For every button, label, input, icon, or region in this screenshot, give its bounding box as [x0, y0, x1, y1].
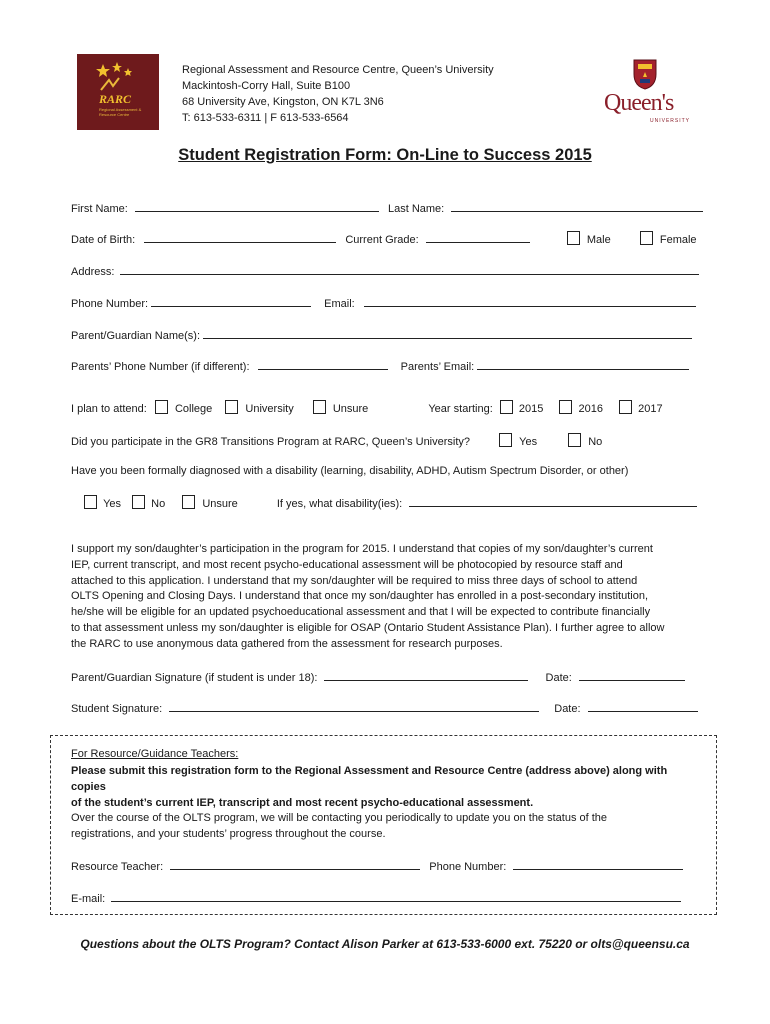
year-2017-label: 2017: [638, 403, 663, 415]
parents-phone-field[interactable]: [258, 358, 388, 370]
guardian-date-field[interactable]: [579, 669, 685, 681]
college-label: College: [174, 403, 213, 415]
disability-question: Have you been formally diagnosed with a disability (learning, disability, ADHD, Autism Spectrum Disorder, or other): [71, 465, 629, 477]
parents-email-label: Parents’ Email:: [400, 361, 475, 373]
note-line: Over the course of the OLTS program, we will be contacting you periodically to update you on the status of the: [71, 812, 608, 824]
resource-teacher-row: [71, 858, 683, 873]
queens-logo-text: Queen's: [604, 90, 674, 116]
unsure-checkbox[interactable]: [313, 400, 326, 414]
disability-no-checkbox[interactable]: [132, 495, 145, 509]
resource-teacher-field[interactable]: [170, 858, 420, 870]
teacher-email-row: [71, 890, 681, 905]
email-field[interactable]: [364, 295, 696, 307]
rarc-logo: [77, 54, 159, 130]
disability-unsure-label: Unsure: [202, 498, 238, 510]
student-date-label: Date:: [554, 703, 581, 715]
consent-line: the RARC to use anonymous data gathered from the assessment for research purposes.: [71, 637, 503, 650]
student-signature-row: [71, 700, 698, 715]
parents-email-field[interactable]: [477, 358, 689, 370]
guardian-row: [71, 327, 692, 342]
teacher-phone-label: Phone Number:: [429, 861, 507, 873]
gr8-yes-label: Yes: [519, 436, 538, 448]
guardian-signature-row: [71, 669, 685, 684]
last-name-label: Last Name:: [387, 203, 445, 215]
queens-logo: [602, 58, 692, 128]
disability-yes-label: Yes: [103, 498, 122, 510]
first-name-field[interactable]: [135, 200, 379, 212]
address-label: Address:: [71, 266, 115, 278]
dob-row: [71, 231, 697, 246]
plan-label: I plan to attend:: [71, 403, 147, 415]
note-line: registrations, and your students’ progress throughout the course.: [71, 827, 386, 840]
parents-phone-label: Parents’ Phone Number (if different):: [71, 361, 250, 373]
consent-line: attached to this application. I understand that my son/daughter will be required to miss three days of school to attend: [71, 574, 638, 587]
address-field[interactable]: [120, 263, 699, 275]
phone-row: [71, 295, 696, 310]
disability-which-label: If yes, what disability(ies):: [276, 498, 403, 510]
rarc-logo-subtext: Regional Assessment & Resource Centre: [99, 107, 142, 117]
student-signature-label: Student Signature:: [71, 703, 163, 715]
grade-field[interactable]: [426, 231, 530, 243]
plan-row: [71, 400, 663, 415]
gr8-row: [71, 433, 602, 448]
female-checkbox[interactable]: [640, 231, 653, 245]
male-checkbox[interactable]: [567, 231, 580, 245]
dob-label: Date of Birth:: [71, 234, 136, 246]
disability-yes-checkbox[interactable]: [84, 495, 97, 509]
year-label: Year starting:: [428, 403, 493, 415]
phone-label: Phone Number:: [71, 298, 149, 310]
consent-line: OLTS Opening and Closing Days. I understand that once my son/daughter has enrolled in a post-secondary institution,: [71, 590, 649, 603]
grade-label: Current Grade:: [345, 234, 419, 246]
university-label: University: [245, 403, 294, 415]
disability-no-label: No: [151, 498, 166, 510]
guardian-field[interactable]: [203, 327, 692, 339]
teacher-email-field[interactable]: [111, 890, 681, 902]
consent-paragraph: [71, 542, 701, 653]
student-signature-field[interactable]: [169, 700, 539, 712]
teacher-instructions: [71, 764, 701, 811]
instruction-line: Please submit this registration form to the Regional Assessment and Resource Centre (address above) along with copies: [71, 765, 668, 793]
teacher-note: [71, 811, 701, 843]
student-date-field[interactable]: [588, 700, 698, 712]
consent-line: he/she will be eligible for an updated psychoeducational assessment and that I will be expected to contribute financially: [71, 606, 651, 619]
teacher-email-label: E-mail:: [71, 893, 106, 905]
resource-teacher-label: Resource Teacher:: [71, 861, 164, 873]
address-line: Regional Assessment and Resource Centre, Queen’s University: [182, 64, 494, 76]
gr8-no-checkbox[interactable]: [568, 433, 581, 447]
gr8-question: Did you participate in the GR8 Transitions Program at RARC, Queen’s University?: [71, 436, 471, 448]
male-label: Male: [586, 234, 611, 246]
address-line: 68 University Ave, Kingston, ON K7L 3N6: [182, 96, 384, 108]
guardian-label: Parent/Guardian Name(s):: [71, 330, 200, 342]
guardian-signature-label: Parent/Guardian Signature (if student is under 18):: [71, 672, 318, 684]
year-2015-checkbox[interactable]: [500, 400, 513, 414]
footer-contact: Questions about the OLTS Program? Contact Alison Parker at 613-533-6000 ext. 75220 or olts@queensu.ca: [80, 937, 690, 951]
form-title: Student Registration Form: On-Line to Success 2015: [178, 146, 592, 164]
consent-line: IEP, current transcript, and most recent psycho-educational assessment will be photocopied by resource staff and: [71, 558, 623, 571]
year-2016-checkbox[interactable]: [559, 400, 572, 414]
consent-line: to that assessment unless my son/daughter is eligible for OSAP (Ontario Student Assistance Plan). I further agree to allow: [71, 621, 665, 634]
last-name-field[interactable]: [451, 200, 703, 212]
university-checkbox[interactable]: [225, 400, 238, 414]
unsure-label: Unsure: [332, 403, 369, 415]
address-line: T: 613-533-6311 | F 613-533-6564: [182, 112, 349, 124]
email-label: Email:: [324, 298, 355, 310]
year-2015-label: 2015: [518, 403, 544, 415]
address-line: Mackintosh-Corry Hall, Suite B100: [182, 80, 351, 92]
female-label: Female: [659, 234, 697, 246]
guardian-date-label: Date:: [545, 672, 572, 684]
college-checkbox[interactable]: [155, 400, 168, 414]
header-address: [182, 62, 494, 126]
year-2017-checkbox[interactable]: [619, 400, 632, 414]
gr8-yes-checkbox[interactable]: [499, 433, 512, 447]
phone-field[interactable]: [151, 295, 311, 307]
queens-crest-icon: [632, 58, 658, 90]
teacher-phone-field[interactable]: [513, 858, 683, 870]
disability-which-field[interactable]: [409, 495, 697, 507]
first-name-label: First Name:: [71, 203, 128, 215]
disability-row: [84, 495, 697, 510]
gr8-no-label: No: [588, 436, 603, 448]
guardian-signature-field[interactable]: [324, 669, 528, 681]
stars-icon: [95, 60, 135, 94]
name-row: [71, 200, 703, 215]
rarc-logo-text: RARC: [99, 92, 132, 106]
address-row: [71, 263, 699, 278]
dob-field[interactable]: [144, 231, 336, 243]
teacher-heading: For Resource/Guidance Teachers:: [71, 748, 239, 760]
year-2016-label: 2016: [578, 403, 603, 415]
parents-contact-row: [71, 358, 689, 373]
queens-logo-subtext: UNIVERSITY: [650, 118, 691, 124]
disability-unsure-checkbox[interactable]: [182, 495, 195, 509]
instruction-line: of the student’s current IEP, transcript and most recent psycho-educational assessment.: [71, 796, 534, 809]
consent-line: I support my son/daughter’s participation in the program for 2015. I understand that copies of my son/daughter’s current: [71, 543, 653, 555]
